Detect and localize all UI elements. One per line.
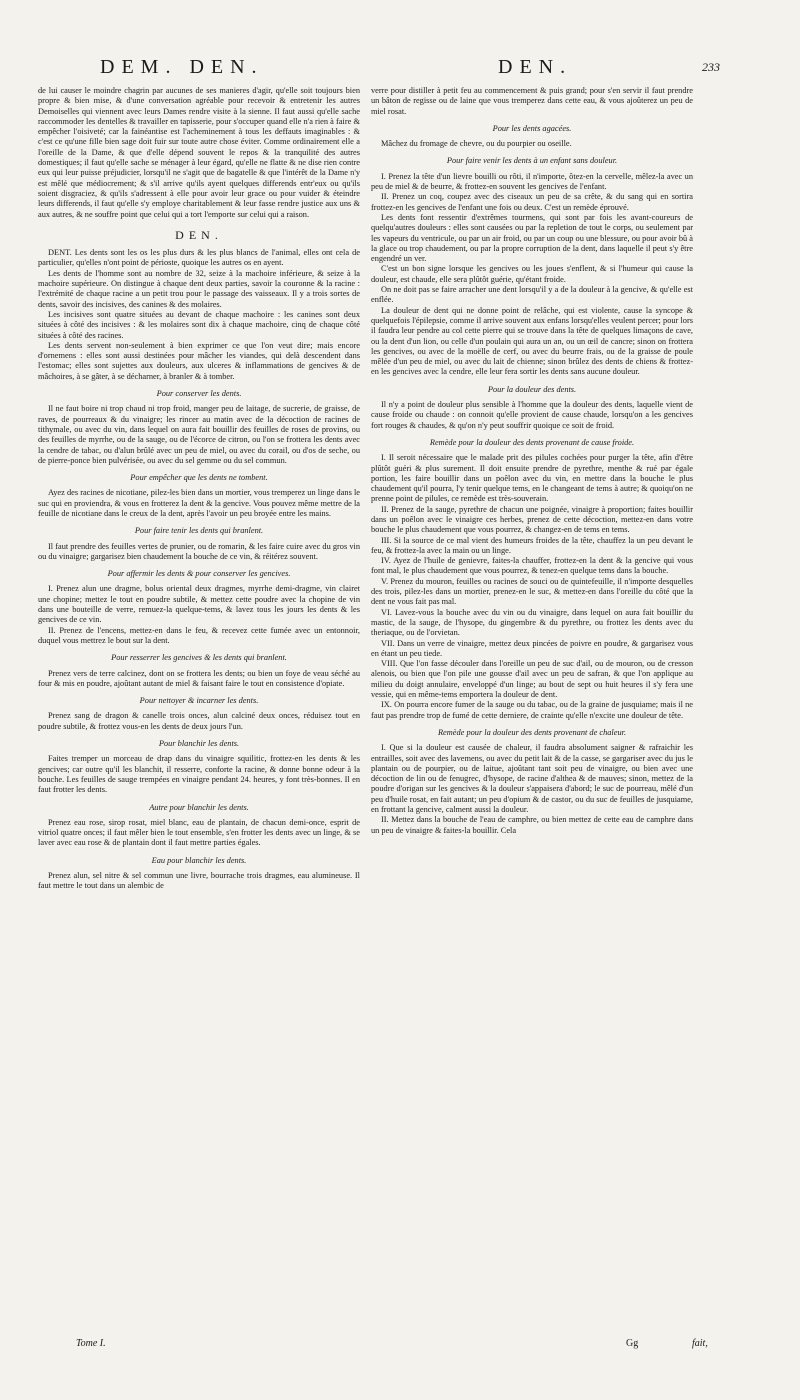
recipe-heading: Pour empêcher que les dents ne tombent. <box>130 473 268 483</box>
paragraph: II. Prenez de la sauge, pyrethre de chacun une poignée, vinaigre à proportion; faites bouillir dans un poêlon avec le vinaigre ces herbes, prenez de cette décoction, mettez-en dans votre bouche le plus chaudement que vous pourrez, & changez-en de tems en tems. <box>371 504 693 535</box>
catchword: fait, <box>692 1338 708 1349</box>
section-title: DEN. <box>175 227 223 242</box>
paragraph: VIII. Que l'on fasse découler dans l'oreille un peu de suc d'ail, ou de mouron, ou de cresson alenois, ou bien que l'on pile une gousse d'ail avec un peu de safran, & que l'on applique au milieu du doigt annulaire, enveloppé d'un linge; au bout de sept ou huit heures il s'y fera une vessie, qui en même-tems emportera la douleur de dent. <box>371 659 693 700</box>
paragraph: VI. Lavez-vous la bouche avec du vin ou du vinaigre, dans lequel on aura fait bouillir du mastic, de la sauge, de l'hysope, du gingembre & du pyrethre, ou frottez les dents avec du theriaque, ou de l'orvietan. <box>371 607 693 638</box>
paragraph: Les dents font ressentir d'extrêmes tourmens, qui sont par fois les avant-coureurs de quelqu'autres douleurs : elles sont causées ou par la repletion de tout le corps, ou seulement par les vapeurs du ventricule, ou par un air froid, ou par un coup ou une blessure, ou pour avoir bû à la glace ou trop chaudement, ou par la propre corruption de la dent, dans laquelle il peut s'y être engendré un ver. <box>371 212 693 264</box>
paragraph: Faites tremper un morceau de drap dans du vinaigre squilitic, frottez-en les dents & les gencives; car outre qu'il les blanchit, il resserre, conforte la racine, & donne bonne odeur à la bouche. Les feuilles de sauge trempées en vinaigre pendant 24. heures, y font très-bonnes. Il en faut frotter les dents. <box>38 754 360 795</box>
recipe-heading: Pour conserver les dents. <box>156 389 242 399</box>
paragraph: I. Que si la douleur est causée de chaleur, il faudra absolument saigner & rafraichir les entrailles, soit avec des lavemens, ou avec du petit lait & de la casse, se gargariser avec du jus le plantain ou de pourpier, ou de laitue, ajoûtant tant soit peu de vinaigre, ou bien avec une décoction de lin ou de fenugrec, d'hysope, de racine d'althea & de mauves; sinon, mettez de la poudre d'origan sur les gencives & la douleur s'appaisera d'abord; le suc de pourreau, mêlé d'un peu d'huile rosat, en fait autant; un peu d'opium & de castor, ou du suc de feuilles de jusquiame, en frottant la gencive, calment aussi la douleur. <box>371 743 693 814</box>
signature-mark: Gg <box>626 1338 639 1349</box>
page-number: 233 <box>702 60 720 74</box>
paragraph: C'est un bon signe lorsque les gencives ou les joues s'enflent, & si l'humeur qui cause la douleur, est chaude, elle sera plûtôt guérie, qu'étant froide. <box>371 264 693 284</box>
header-left-title: DEM. DEN. <box>100 56 264 78</box>
paragraph: DENT. Les dents sont les os les plus durs & les plus blancs de l'animal, elles ont cela de particulier, qu'elles n'ont point de périoste, quoique les autres os en ayent. <box>38 248 360 268</box>
paragraph: Les dents de l'homme sont au nombre de 32, seize à la machoire inférieure, & seize à la machoire supérieure. On distingue à chaque dent deux parties, savoir la couronne & la racine : l'extrémité de chaque racine a un petit trou pour le passage des vaisseaux. Il y a trois sortes de dents, savoir des incisives, des canines & des molaires. <box>38 268 360 309</box>
recipe-heading: Remède pour la douleur des dents provenant de chaleur. <box>437 727 627 737</box>
paragraph: Mâchez du fromage de chevre, ou du pourpier ou oseille. <box>381 139 572 149</box>
paragraph: III. Si la source de ce mal vient des humeurs froides de la tête, chauffez la un peu devant le feu, & frottez-la avec la main ou un linge. <box>371 535 693 555</box>
paragraph: I. Il seroit nécessaire que le malade prit des pilules cochées pour purger la tête, afin d'être plûtôt guéri & plus surement. Il doit ensuite prendre de pyrethre, menthe & rué par égale portion, les faire bouillir dans un poêlon avec du vin, en mettre dans la bouche le plus chaudement qu'il pourra, l'y tenir quelque tems, en le changeant de tems à autre; & quoiqu'on ne prenne point de pilules, ce remède est très-souverain. <box>371 453 693 504</box>
paragraph: de lui causer le moindre chagrin par aucunes de ses manieres d'agir, qu'elle soit toujours bien propre & bien mise, & d'une conversation agréable pour recevoir & entretenir les autres Demoiselles qui viennent avec leurs Dames rendre visite à la sienne. Il faut aussi qu'elle sache raccommoder les dentelles & travailler en tapisserie, pour s'occuper quand elle n'a rien à faire & empêcher l'oisiveté; car la fainéantise est l'acheminement à tous les deffauts imaginables : & c'est ce qu'une fille bien sage doit fuir sur toute autre chose éviter. Comme ordinairement elle a l'oreille de la Dame, & que d'elle dépend souvent le repos & la tranquilité des autres domestiques; il faut qu'elle sache se ménager à leur égard, qu'elle ne flatte & ne dise rien contre eux qui leur puisse préjudicier, lorsqu'il ne s'agit que de bagatelle & que l'intérêt de la Dame n'y est mêlé que médiocrement; & s'il arrive qu'ils ayent quelques differends entr'eux ou qu'ils soient disgraciez, & qu'ils s'adressent à elle pour avoir leur grace ou pour vuider & éteindre leurs differends, il faut qu'elle s'y employe charitablement & leur fasse rendre justice aux uns & aux autres, & ne souffre point que celui qui a tort l'emporte sur celui qui a raison. <box>38 86 360 219</box>
paragraph: Prenez vers de terre calcinez, dont on se frottera les dents; ou bien un foye de veau séché au four & mis en poudre, ajoûtant autant de miel & faisant faire le tout en consistence d'opiate. <box>38 668 360 688</box>
paragraph: Prenez alun, sel nitre & sel commun une livre, bourrache trois dragmes, eau alumineuse. Il faut mettre le tout dans un alembic de <box>38 871 360 891</box>
paragraph: Prenez eau rose, sirop rosat, miel blanc, eau de plantain, de chacun demi-once, esprit de vitriol quatre onces; il faut mêler bien le tout ensemble, s'en frotter les dents avec un linge, & se laver avec eau rose & de plantain dont il faut mettre parties égales. <box>38 817 360 848</box>
paragraph: On ne doit pas se faire arracher une dent lorsqu'il y a de la douleur à la gencive, & qu'elle est enflée. <box>371 285 693 305</box>
recipe-heading: Pour nettoyer & incarner les dents. <box>139 696 259 706</box>
recipe-heading: Pour faire venir les dents à un enfant sans douleur. <box>446 156 618 166</box>
recipe-heading: Pour la douleur des dents. <box>487 384 577 394</box>
paragraph: Les incisives sont quatre situées au devant de chaque machoire : les canines sont deux situées à côté des incisives : & les molaires sont dix à chaque machoire, cinq de chaque côté situées à côté des racines. <box>38 309 360 340</box>
paragraph: I. Prenez la tête d'un lievre bouilli ou rôti, il n'importe, ôtez-en la cervelle, mêlez-la avec un peu de miel & de beurre, & frottez-en souvent les gencives de l'enfant. <box>371 171 693 192</box>
paragraph: II. Prenez de l'encens, mettez-en dans le feu, & recevez cette fumée avec un entonnoir, duquel vous mettrez le bout sur la dent. <box>38 625 360 645</box>
paragraph: V. Prenez du mouron, feuilles ou racines de souci ou de quintefeuille, il n'importe desquelles des trois, pilez-les dans un mortier, prenez-en le suc, & mettez-en dans l'oreille du côté que la dent ne vous fait pas mal. <box>371 576 693 607</box>
paragraph: Il n'y a point de douleur plus sensible à l'homme que la douleur des dents, laquelle vient de cause froide ou chaude : on connoit qu'elle provient de cause chaude, lorsqu'on a les gencives fort rouges & chaudes, & qu'on n'y peut souffrir quoique ce soit de froid. <box>371 400 693 430</box>
paragraph: La douleur de dent qui ne donne point de relâche, qui est violente, cause la syncope & quelquefois l'épilepsie, comme il arrive souvent aux enfans lorsqu'elles veulent percer; pour lors il faudra leur pendre au col cette pierre qui se trouve dans la tête de quelques limaçons de cave, ou la dent d'un lion, ou celle d'un poulain qui aura un an, ou un œil de cancre; sinon on frottera les gencives, ou avec de la moëlle de cerf, ou avec du beurre frais, ou de la graisse de poule mêlée d'un peu de miel, ou avec du lait de chienne; sinon brûlez des dents de chiens & frottez-en les gencives avec la cendre, elle leur fera sortir les dents sans aucune douleur. <box>371 305 693 377</box>
recipe-heading: Remède pour la douleur des dents provenant de cause froide. <box>429 437 635 447</box>
paragraph: II. Prenez un coq, coupez avec des ciseaux un peu de sa crête, & du sang qui en sortira frottez-en les gencives de l'enfant une fois ou deux. C'est un remède éprouvé. <box>371 192 693 212</box>
recipe-heading: Pour resserrer les gencives & les dents qui branlent. <box>111 653 287 663</box>
recipe-heading: Autre pour blanchir les dents. <box>149 802 249 812</box>
paragraph: Ayez des racines de nicotiane, pilez-les bien dans un mortier, vous tremperez un linge dans le suc qui en proviendra, & vous en frotterez la dent & la gencive. Vous pouvez même mettre de la feuille de nicotiane dans le creux de la dent, après l'avoir un peu broyée entre les mains. <box>38 488 360 518</box>
paragraph: IV. Ayez de l'huile de genievre, faites-la chauffer, frottez-en la dent & la gencive qui vous font mal, le plus chaudement que vous pourrez, & tenez-en quelque tems dans la bouche. <box>371 556 693 576</box>
recipe-heading: Pour affermir les dents & pour conserver les gencives. <box>107 569 291 579</box>
page-footer <box>0 1338 800 1358</box>
paragraph: Les dents servent non-seulement à bien exprimer ce que l'on veut dire; mais encore d'ornemens : elles sont aussi destinées pour mâcher les viandes, qui delà descendent dans l'estomac; elles sont sujettes aux douleurs, aux ulceres & inflammations de gencives & de mâchoires, à se gâter, à se décharner, à branler & à tomber. <box>38 340 360 381</box>
paragraph: I. Prenez alun une dragme, bolus oriental deux dragmes, myrrhe demi-dragme, vin clairet une chopine; mettez le tout en poudre subtile, & mettez cette poudre avec la chopine de vin dans une bouteille de verre, remuez-la quelque-tems, & lavez tous les jours les dents & les gencives de ce vin. <box>38 584 360 625</box>
recipe-heading: Pour faire tenir les dents qui branlent. <box>134 526 264 536</box>
recipe-heading: Eau pour blanchir les dents. <box>151 855 247 865</box>
right-column <box>371 86 693 836</box>
paragraph: II. Mettez dans la bouche de l'eau de camphre, ou bien mettez de cette eau de camphre dans un peu de vinaigre & faites-la bouillir. Cela <box>371 815 693 835</box>
paragraph: verre pour distiller à petit feu au commencement & puis grand; pour s'en servir il faut prendre un bâton de regisse ou de laine que vous tremperez dans cette eau, & vous ajoûterez un peu de miel rosat. <box>371 86 693 116</box>
paragraph: Il ne faut boire ni trop chaud ni trop froid, manger peu de laitage, de sucrerie, de graisse, de raves, de pourreaux & du vinaigre; les rincer au matin avec de la décoction de racines de tithymale, ou avec du vin, dans lequel on aura fait bouillir des feuilles de roses de provins, ou des feuilles de myrrhe, ou de la sauge, ou de l'écorce de citron, ou l'on se frottera les dents avec la cendre de tabac, ou d'alun brûlé avec un peu de miel, ou avec du corail, ou d'os de seche, ou de pierre-ponce bien pulvérisée, ou avec du sel gemme ou du sel commun. <box>38 404 360 465</box>
paragraph: Il faut prendre des feuilles vertes de prunier, ou de romarin, & les faire cuire avec du gros vin ou du vinaigre; gargarisez bien chaudement la bouche de ce vin, & réitérez souvent. <box>38 541 360 561</box>
recipe-heading: Pour les dents agacées. <box>492 123 572 133</box>
running-header <box>0 56 800 86</box>
paragraph: Prenez sang de dragon & canelle trois onces, alun calciné deux onces, réduisez tout en poudre subtile, & frottez vous-en les dents de deux jours l'un. <box>38 711 360 731</box>
volume-label: Tome I. <box>76 1338 106 1349</box>
header-right-title: DEN. <box>498 56 573 78</box>
left-column <box>38 86 360 892</box>
recipe-heading: Pour blanchir les dents. <box>158 739 240 749</box>
paragraph: VII. Dans un verre de vinaigre, mettez deux pincées de poivre en poudre, & gargarisez vous en étant un peu tiede. <box>371 638 693 658</box>
paragraph: IX. On pourra encore fumer de la sauge ou du tabac, ou de la graine de jusquiame; mais il ne faut pas prendre trop de fumé de cette derniere, de crainte qu'elle n'excite une douleur de tête. <box>371 700 693 720</box>
